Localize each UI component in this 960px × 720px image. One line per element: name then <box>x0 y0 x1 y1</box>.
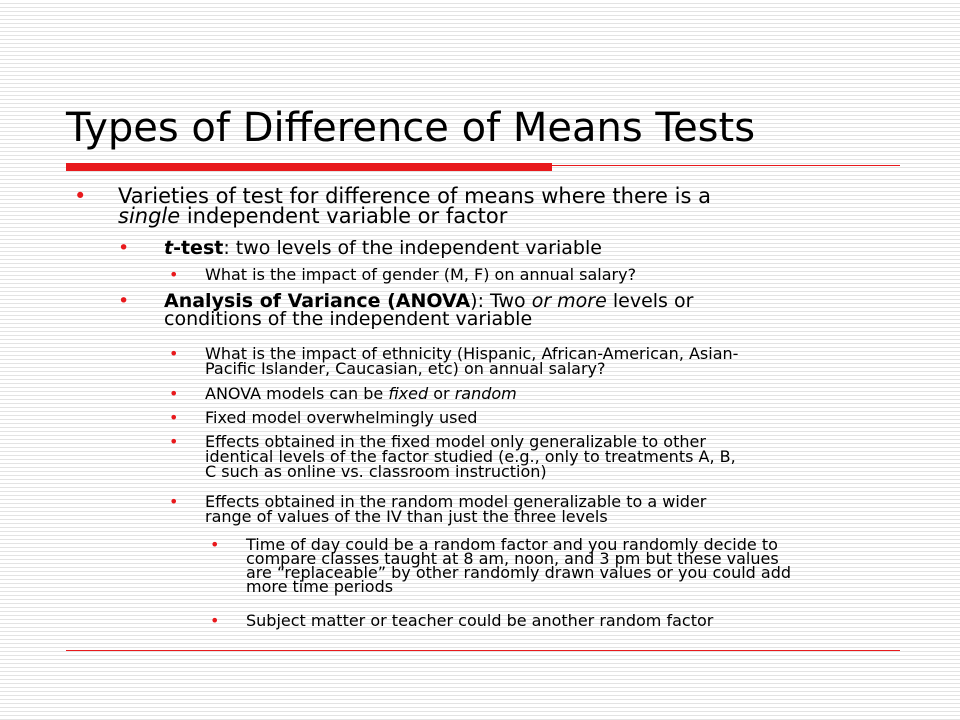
bullet-subject-matter: • Subject matter or teacher could be another random factor <box>210 611 714 630</box>
bullet-dot: • <box>169 344 179 363</box>
bullet-dot: • <box>210 611 220 630</box>
bullet-dot: • <box>118 237 130 259</box>
bullet-dot: • <box>169 432 179 451</box>
bullet-dot: • <box>210 535 220 554</box>
bullet-fixed-or-random: • ANOVA models can be fixed or random <box>169 384 517 403</box>
bullet-random-effects: • Effects obtained in the random model generalizable to a wider range of values of the IV than just the three levels <box>169 492 707 526</box>
bullet-fixed-model: • Fixed model overwhelmingly used <box>169 408 478 427</box>
bullet-dot: • <box>118 290 130 312</box>
footer-rule <box>66 650 900 651</box>
bullet-varieties: • Varieties of test for difference of means where there is a single independent variable or factor <box>74 184 711 228</box>
bullet-gender-example: • What is the impact of gender (M, F) on annual salary? <box>169 265 637 284</box>
bullet-dot: • <box>169 408 179 427</box>
bullet-dot: • <box>169 492 179 511</box>
bullet-anova: • Analysis of Variance (ANOVA): Two or more levels or conditions of the independent variable <box>118 290 694 330</box>
bullet-fixed-effects: • Effects obtained in the fixed model only generalizable to other identical levels of the factor studied (e.g., only to treatments A, B, C such as online vs. classroom instruction) <box>169 432 736 481</box>
bullet-dot: • <box>169 384 179 403</box>
bullet-ethnicity-example: • What is the impact of ethnicity (Hispanic, African-American, Asian- Pacific Islander, Caucasian, etc) on annual salary? <box>169 344 739 378</box>
bullet-t-test: • t-test: two levels of the independent variable <box>118 237 602 259</box>
bullet-dot: • <box>74 184 87 208</box>
bullet-dot: • <box>169 265 179 284</box>
slide-title: Types of Difference of Means Tests <box>66 105 756 151</box>
bullet-time-of-day: • Time of day could be a random factor and you randomly decide to compare classes taught at 8 am, noon, and 3 pm but these values are “replaceable” by other randomly drawn values or you could add more time periods <box>210 535 792 596</box>
